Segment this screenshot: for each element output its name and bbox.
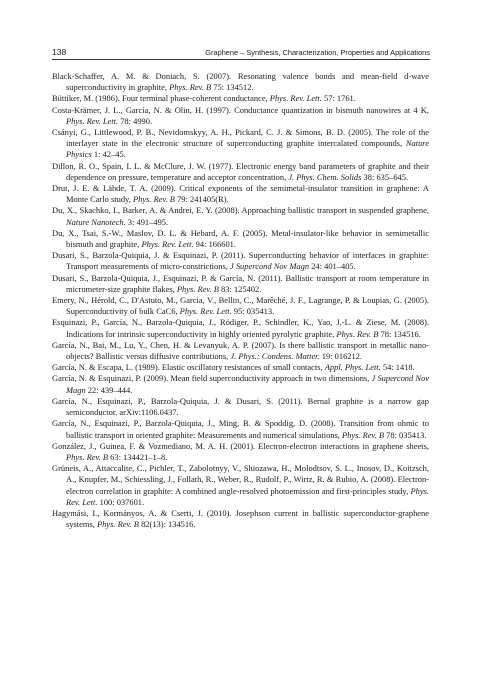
reference-entry: García, N., Esquinazi, P., Barzola-Quiquia, J. & Dusari, S. (2011). Bernal graphite is a narrow gap semiconductor. arXiv:1106.0437. (52, 395, 429, 418)
reference-entry: González, J., Guinea, F. & Vozmediano, M. A. H. (2001). Electron-electron interactions in graphene sheets, Phys. Rev. B 63: 134421–1–8. (52, 440, 429, 462)
reference-entry: Costa-Krämer, J. L., García, N. & Olin, H. (1997). Conductance quantization in bismuth nanowires at 4 K, Phys. Rev. Lett. 78: 4990. (52, 104, 429, 126)
reference-list (52, 71, 429, 530)
reference-entry: Black-Schaffer, A. M. & Doniach, S. (2007). Resonating valence bonds and mean-field d-wave superconductivity in graphite, Phys. Rev. B 75: 134512. (52, 71, 429, 93)
page-number: 138 (52, 47, 67, 57)
reference-entry: Büttiker, M. (1986). Four terminal phase-coherent conductance, Phys. Rev. Lett. 57: 1761. (52, 93, 356, 104)
reference-entry: Esquinazi, P., García, N., Barzola-Quiquia, J., Rödiger, P., Schindler, K., Yao, J.-L. & Ziese, M. (2008). Indications for intrinsic superconductivity in highly oriented pyrolytic graphite, Phys. Rev. B 78: 134516. (52, 317, 429, 339)
reference-entry: Drut, J. E. & Lähde, T. A. (2009). Critical exponents of the semimetal-insulator transition in graphene: A Monte Carlo study, Phys. Rev. B 79: 241405(R). (52, 183, 429, 205)
reference-entry: Grüneis, A., Attaccalite, C., Pichler, T., Zabolotnyy, V., Shiozawa, H., Molodtsov, S. L., Inosov, D., Koitzsch, A., Knupfer, M., Schiessling, J., Follath, R., Weber, R., Rudolf, P., Wirtz, R. & Rubio, A. (2008). Electron-electron correlation in graphite: A combined angle-resolved photoemission and first-principles study, Phys. Rev. Lett. 100: 037601. (52, 463, 429, 507)
reference-entry: Dillon, R. O., Spain, I. L. & McClure, J. W. (1977). Electronic energy band parameters of graphite and their dependence on pressure, temperature and acceptor concentration, J. Phys. Chem. Solids 38: 635–645. (52, 160, 429, 182)
running-title: Graphene – Synthesis, Characterization, Properties and Applications (205, 48, 430, 57)
reference-entry: Csányi, G., Littlewood, P. B., Nevidomskyy, A. H., Pickard, C. J. & Simons, B. D. (2005). The role of the interlayer state in the electronic structure of superconducting graphite intercalated compounds, Nature Physics 1: 42–45. (52, 127, 429, 160)
reference-entry: Dusari, S., Barzola-Quiquia, J., Esquinazi, P. & García, N. (2011). Ballistic transport at room temperature in micrometer-size graphite flakes, Phys. Rev. B 83: 125402. (52, 272, 429, 294)
running-header (52, 47, 430, 60)
reference-entry: García, N., Esquinazi, P., Barzola-Quiquia, J., Ming, B. & Spoddig, D. (2008). Transition from ohmic to ballistic transport in oriented graphite: Measurements and numerical simulations, Phys. Rev. B 78: 035413. (52, 418, 429, 440)
reference-entry: Dusari, S., Barzola-Quiquia, J. & Esquinazi, P. (2011). Superconducting behavior of interfaces in graphite: Transport measurements of micro-constrictions, J Supercond Nov Magn 24: 401–405. (52, 250, 429, 272)
reference-entry: Du, X., Tsai, S.-W., Maslov, D. L. & Hebard, A. F. (2005). Metal-insulator-like behavior in semimetallic bismuth and graphite, Phys. Rev. Lett. 94: 166601. (52, 227, 429, 250)
reference-entry: Emery, N., Hérold, C., D'Astuto, M., Garcia, V., Bellin, C., Marêché, J. F., Lagrange, P. & Loupias, G. (2005). Superconductivity of bulk CaC6, Phys. Rev. Lett. 95: 035413. (52, 295, 429, 317)
reference-entry: García, N., Bai, M., Lu, Y., Chen, H. & Levanyuk, A. P. (2007). Is there ballistic transport in metallic nano-objects? Ballistic versus diffusive contributions, J. Phys.: Condens. Matter. 19: 016212. (52, 339, 429, 362)
reference-entry: García, N. & Esquinazi, P. (2009). Mean field superconductivity approach in two dimensions, J Supercond Nov Magn 22: 439–444. (52, 373, 430, 395)
reference-entry: García, N. & Escapa, L. (1989). Elastic oscillatory resistances of small contacts, Appl. Phys. Lett. 54: 1418. (52, 362, 415, 373)
reference-entry: Hagymási, I., Kormányos, A. & Cserti, J. (2010). Josephson current in ballistic superconductor-graphene systems, Phys. Rev. B 82(13): 134516. (52, 507, 429, 530)
reference-entry: Du, X., Skachko, I., Barker, A. & Andrei, E. Y. (2008). Approaching ballistic transport in suspended graphene, Nature Nanotech. 3: 491–495. (52, 205, 429, 227)
